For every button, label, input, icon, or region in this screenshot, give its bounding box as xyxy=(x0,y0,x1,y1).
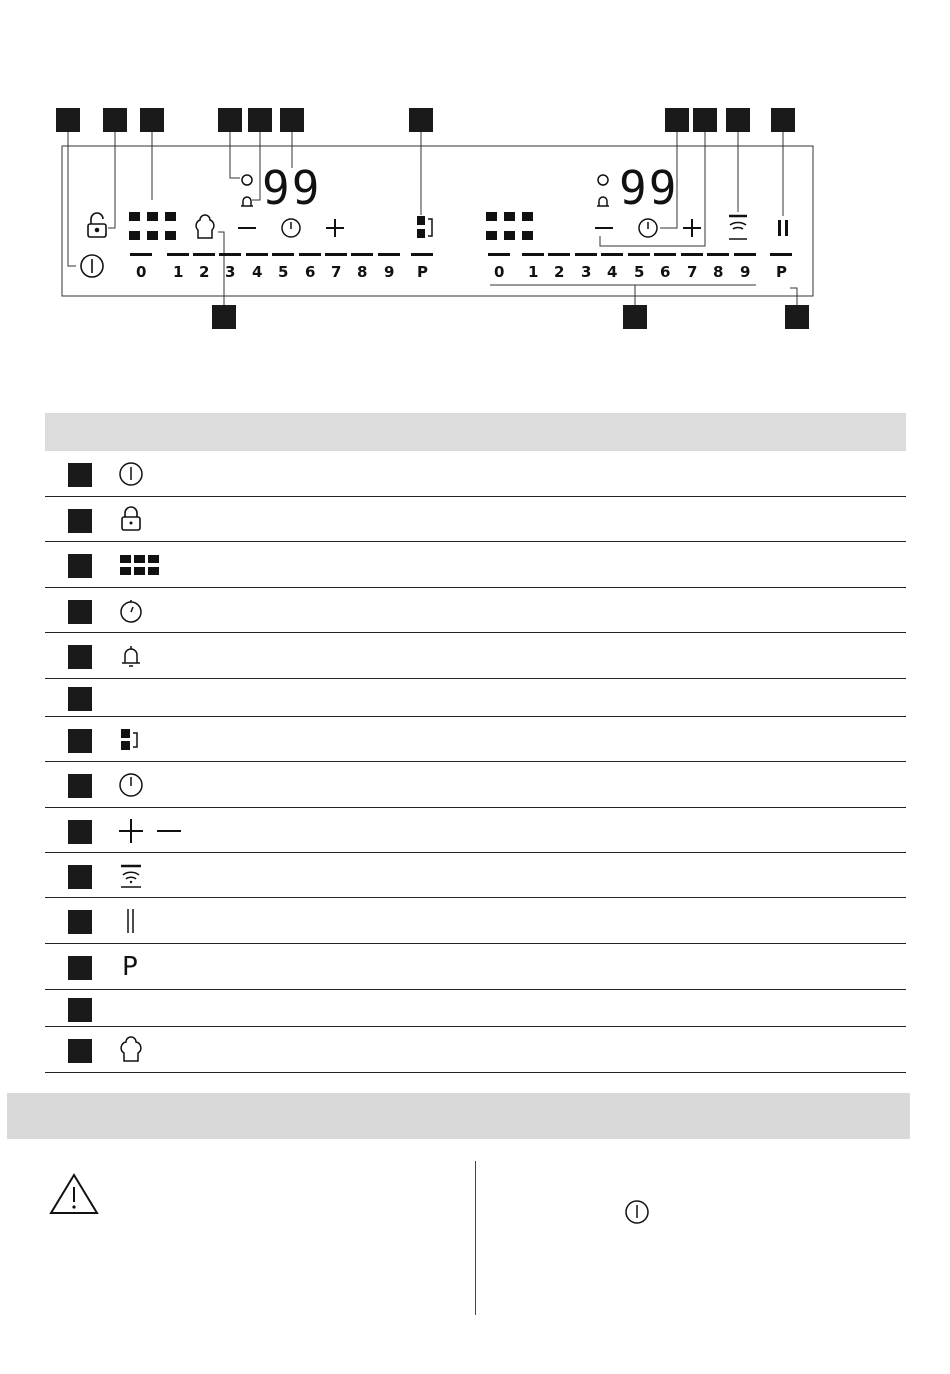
callout-13 xyxy=(623,305,647,329)
slider-segment xyxy=(654,253,676,256)
table-row xyxy=(45,717,906,762)
scale-label: 3 xyxy=(581,263,592,281)
scale-label: 0 xyxy=(494,263,505,281)
slider-segment xyxy=(246,253,268,256)
callout-12 xyxy=(785,305,809,329)
table-row xyxy=(45,1027,906,1073)
row-number-marker xyxy=(68,998,92,1022)
timer-icon xyxy=(117,771,145,803)
callout-11 xyxy=(771,108,795,132)
section-bar xyxy=(7,1093,910,1139)
row-number-marker xyxy=(68,865,92,889)
bell-icon xyxy=(241,197,253,206)
table-row xyxy=(45,808,906,853)
callout-9 xyxy=(693,108,717,132)
bell-icon-right xyxy=(597,197,609,206)
row-number-marker xyxy=(68,554,92,578)
warning-icon xyxy=(48,1172,100,1216)
slider-segment xyxy=(299,253,321,256)
row-number-marker xyxy=(68,645,92,669)
row-number-marker xyxy=(68,820,92,844)
lock-icon xyxy=(117,506,145,538)
pause-icon xyxy=(778,220,788,236)
table-row xyxy=(45,853,906,898)
power-boost-icon: P xyxy=(122,952,138,982)
callout-7 xyxy=(409,108,433,132)
scale-label: 8 xyxy=(357,263,368,281)
slider-segment xyxy=(488,253,510,256)
chef-hat-icon xyxy=(196,215,214,238)
left-display: 99 xyxy=(262,161,322,215)
row-number-marker xyxy=(68,509,92,533)
scale-label: 7 xyxy=(331,263,342,281)
scale-label: 4 xyxy=(607,263,618,281)
control-panel-diagram xyxy=(0,0,950,390)
slider-segment xyxy=(734,253,756,256)
stopwatch-icon-right xyxy=(598,175,608,185)
slider-segment xyxy=(167,253,189,256)
callout-14 xyxy=(212,305,236,329)
scale-label: 1 xyxy=(528,263,539,281)
table-row xyxy=(45,944,906,990)
cooking-zone-indicator-icon xyxy=(117,551,161,583)
callout-2 xyxy=(103,108,127,132)
scale-label: 0 xyxy=(136,263,147,281)
table-row xyxy=(45,762,906,808)
bridge-icon xyxy=(417,216,432,238)
table-header xyxy=(45,413,906,451)
callout-6 xyxy=(280,108,304,132)
right-display: 99 xyxy=(619,161,679,215)
callout-1 xyxy=(56,108,80,132)
pause-icon xyxy=(117,907,145,939)
table-row xyxy=(45,990,906,1027)
hob-to-hood-icon xyxy=(117,862,145,894)
slider-segment xyxy=(378,253,400,256)
row-number-marker xyxy=(68,687,92,711)
scale-label: 4 xyxy=(252,263,263,281)
slider-segment xyxy=(575,253,597,256)
column-divider xyxy=(475,1161,476,1315)
scale-label: 5 xyxy=(634,263,645,281)
callout-8 xyxy=(665,108,689,132)
lock-icon xyxy=(88,213,106,237)
table-row xyxy=(45,451,906,497)
row-number-marker xyxy=(68,729,92,753)
row-number-marker xyxy=(68,600,92,624)
stopwatch-icon xyxy=(117,597,145,629)
right-zone-indicators xyxy=(486,212,533,240)
left-zone-indicators xyxy=(129,212,176,240)
scale-label: P xyxy=(776,263,787,281)
slider-segment xyxy=(681,253,703,256)
scale-label: 2 xyxy=(554,263,565,281)
scale-label: 9 xyxy=(740,263,751,281)
slider-segment xyxy=(707,253,729,256)
scale-label: 6 xyxy=(660,263,671,281)
slider-segment xyxy=(522,253,544,256)
plus-minus-icon xyxy=(117,817,187,849)
slider-segment xyxy=(770,253,792,256)
table-row xyxy=(45,898,906,944)
slider-segment xyxy=(130,253,152,256)
scale-label: 6 xyxy=(305,263,316,281)
table-row xyxy=(45,679,906,717)
callout-4 xyxy=(218,108,242,132)
bridge-icon xyxy=(117,726,145,758)
slider-segment xyxy=(272,253,294,256)
plus-icon xyxy=(326,219,344,237)
slider-segment xyxy=(601,253,623,256)
scale-label: 3 xyxy=(225,263,236,281)
slider-segment xyxy=(193,253,215,256)
callout-5 xyxy=(248,108,272,132)
row-number-marker xyxy=(68,774,92,798)
slider-segment xyxy=(351,253,373,256)
slider-segment xyxy=(411,253,433,256)
bell-icon xyxy=(117,642,145,674)
slider-segment xyxy=(219,253,241,256)
scale-label: 2 xyxy=(199,263,210,281)
row-number-marker xyxy=(68,1039,92,1063)
power-icon-inline xyxy=(624,1199,650,1225)
table-row xyxy=(45,633,906,679)
table-row xyxy=(45,588,906,633)
plus-icon-right xyxy=(683,219,701,237)
chef-hat-icon xyxy=(117,1036,145,1068)
row-number-marker xyxy=(68,463,92,487)
slider-segment xyxy=(325,253,347,256)
slider-segment xyxy=(628,253,650,256)
scale-label: 7 xyxy=(687,263,698,281)
hob-to-hood-icon xyxy=(729,216,747,239)
stopwatch-icon xyxy=(242,175,252,185)
row-number-marker xyxy=(68,910,92,934)
callout-10 xyxy=(726,108,750,132)
scale-label: 5 xyxy=(278,263,289,281)
scale-label: P xyxy=(417,263,428,281)
row-number-marker xyxy=(68,956,92,980)
scale-label: 1 xyxy=(173,263,184,281)
callout-3 xyxy=(140,108,164,132)
scale-label: 8 xyxy=(713,263,724,281)
power-icon xyxy=(117,460,145,492)
scale-label: 9 xyxy=(384,263,395,281)
table-row xyxy=(45,542,906,588)
table-row xyxy=(45,497,906,542)
slider-segment xyxy=(548,253,570,256)
